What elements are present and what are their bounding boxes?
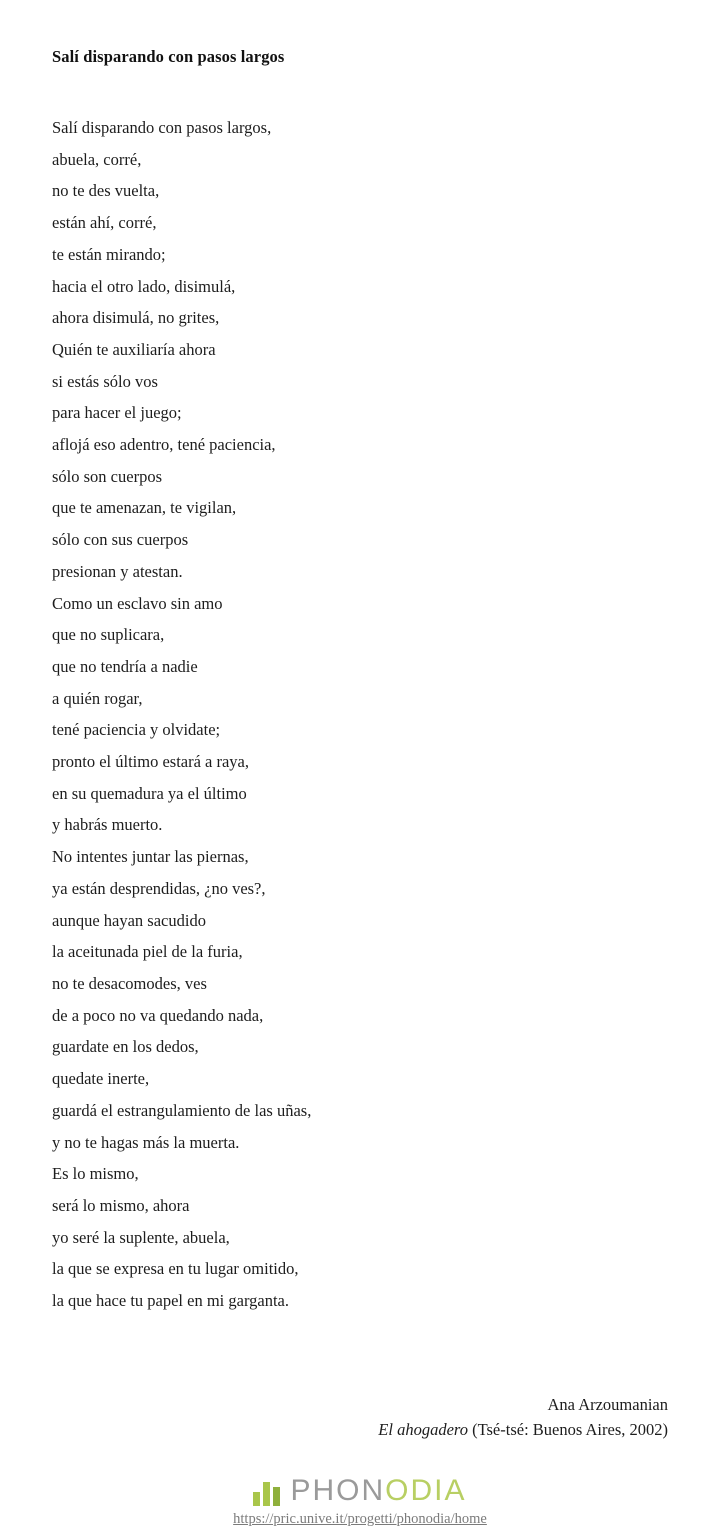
- poem-line: que no tendría a nadie: [52, 656, 198, 676]
- source-line: [68, 1417, 668, 1442]
- poem-line: quedate inerte,: [52, 1069, 150, 1089]
- logo-wordmark: [290, 1474, 466, 1508]
- attribution: [68, 1392, 668, 1442]
- poem-line: a quién rogar,: [52, 688, 143, 708]
- source-title: El ahogadero: [378, 1420, 468, 1439]
- poem-line: no te desacomodes, ves: [52, 973, 207, 993]
- poem-line: presionan y atestan.: [52, 561, 183, 581]
- page-title: Salí disparando con pasos largos: [52, 47, 285, 66]
- poem-line: que te amenazan, te vigilan,: [52, 498, 237, 518]
- poem-line: guardate en los dedos,: [52, 1037, 199, 1057]
- poem-line: aunque hayan sacudido: [52, 910, 206, 930]
- poem-line: y habrás muerto.: [52, 815, 163, 835]
- source-detail: (Tsé-tsé: Buenos Aires, 2002): [467, 1420, 668, 1439]
- poem-line: te están mirando;: [52, 244, 166, 264]
- poem-line: yo seré la suplente, abuela,: [52, 1227, 230, 1247]
- poem-line: tené paciencia y olvidate;: [52, 720, 221, 740]
- bar-chart-icon: [253, 1476, 280, 1506]
- poem-line: hacia el otro lado, disimulá,: [52, 276, 236, 296]
- poem-line: y no te hagas más la muerta.: [52, 1132, 240, 1152]
- author-name: Ana Arzoumanian: [547, 1395, 668, 1414]
- poem-line: No intentes juntar las piernas,: [52, 847, 249, 867]
- poem-line: Quién te auxiliaría ahora: [52, 339, 216, 359]
- phonodia-logo: [253, 1474, 466, 1508]
- poem-line: ya están desprendidas, ¿no ves?,: [52, 878, 266, 898]
- poem-line: la que se expresa en tu lugar omitido,: [52, 1259, 299, 1279]
- poem-line: están ahí, corré,: [52, 213, 157, 233]
- poem-line: no te des vuelta,: [52, 181, 160, 201]
- poem-line: la aceitunada piel de la furia,: [52, 942, 243, 962]
- footer-logo: [0, 1474, 720, 1511]
- poem-line: la que hace tu papel en mi garganta.: [52, 1291, 290, 1311]
- poem-line: Salí disparando con pasos largos,: [52, 118, 272, 137]
- poem-line: para hacer el juego;: [52, 403, 182, 423]
- logo-text-main: PHON: [290, 1474, 386, 1507]
- poem-line: sólo con sus cuerpos: [52, 530, 189, 550]
- poem-line: sólo son cuerpos: [52, 466, 162, 486]
- poem-line: si estás sólo vos: [52, 371, 158, 391]
- poem-body: [52, 112, 652, 1317]
- poem-line: ahora disimulá, no grites,: [52, 308, 220, 328]
- poem-line: será lo mismo, ahora: [52, 1195, 190, 1215]
- logo-text-accent: ODIA: [385, 1474, 467, 1507]
- poem-line: de a poco no va quedando nada,: [52, 1005, 264, 1025]
- poem-line: Como un esclavo sin amo: [52, 593, 223, 613]
- footer-url-link[interactable]: https://pric.unive.it/progetti/phonodia/home: [233, 1511, 487, 1527]
- poem-line: Es lo mismo,: [52, 1164, 139, 1184]
- poem-line: abuela, corré,: [52, 149, 142, 169]
- poem-line: pronto el último estará a raya,: [52, 752, 250, 772]
- poem-line: que no suplicara,: [52, 625, 165, 645]
- poem-line: guardá el estrangulamiento de las uñas,: [52, 1100, 312, 1120]
- poem-line: aflojá eso adentro, tené paciencia,: [52, 435, 276, 455]
- poem-line: en su quemadura ya el último: [52, 783, 247, 803]
